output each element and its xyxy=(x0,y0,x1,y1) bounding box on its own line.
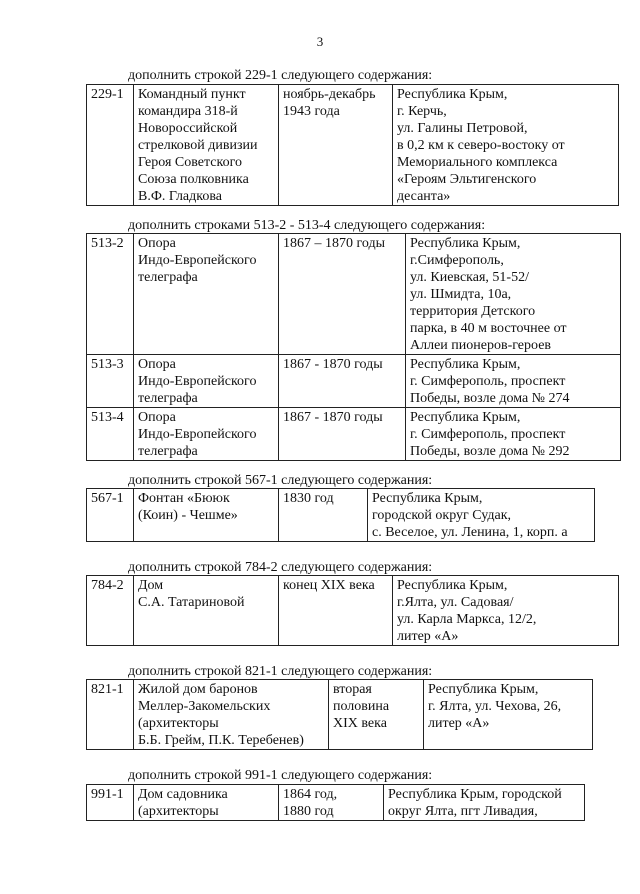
object-date: 1830 год xyxy=(279,489,368,542)
table-row xyxy=(87,234,621,355)
object-date: 1867 - 1870 годы xyxy=(279,355,406,408)
table-row xyxy=(87,85,619,206)
row-number: 821-1 xyxy=(87,680,134,750)
object-date: вторая половина XIX века xyxy=(329,680,424,750)
object-name: Жилой дом баронов Меллер-Закомельских (архитекторы Б.Б. Грейм, П.К. Теребенев) xyxy=(134,680,329,750)
object-address: Республика Крым, городской округ Ялта, пгт Ливадия, xyxy=(384,785,585,821)
object-name: Опора Индо-Европейского телеграфа xyxy=(134,234,279,355)
page-number: 3 xyxy=(316,34,324,49)
object-address: Республика Крым, г. Ялта, ул. Чехова, 26, литер «А» xyxy=(424,680,593,750)
row-number: 784-2 xyxy=(87,576,134,646)
object-name: Дом С.А. Татариновой xyxy=(134,576,279,646)
table-row xyxy=(87,355,621,408)
object-name: Опора Индо-Европейского телеграфа xyxy=(134,355,279,408)
object-address: Республика Крым, г. Керчь, ул. Галины Петровой, в 0,2 км к северо-востоку от Мемориального комплекса «Героям Эльтигенского десанта» xyxy=(393,85,619,206)
object-address: Республика Крым, г. Симферополь, проспект Победы, возле дома № 274 xyxy=(406,355,621,408)
table-row xyxy=(87,785,585,821)
monument-table xyxy=(86,233,621,461)
object-date: 1867 - 1870 годы xyxy=(279,408,406,461)
monument-table xyxy=(86,84,619,206)
row-number: 513-3 xyxy=(87,355,134,408)
table-row xyxy=(87,408,621,461)
monument-table xyxy=(86,488,595,542)
table-row xyxy=(87,680,593,750)
row-number: 991-1 xyxy=(87,785,134,821)
object-name: Фонтан «Бююк (Коин) - Чешме» xyxy=(134,489,279,542)
table-row xyxy=(87,576,619,646)
object-date: 1864 год, 1880 год xyxy=(279,785,384,821)
row-number: 229-1 xyxy=(87,85,134,206)
object-address: Республика Крым, г. Симферополь, проспект Победы, возле дома № 292 xyxy=(406,408,621,461)
object-address: Республика Крым, г.Ялта, ул. Садовая/ ул. Карла Маркса, 12/2, литер «А» xyxy=(393,576,619,646)
section-intro: дополнить строкой 229-1 следующего содержания: xyxy=(128,68,433,83)
object-date: 1867 – 1870 годы xyxy=(279,234,406,355)
monument-table xyxy=(86,784,585,821)
section-intro: дополнить строкой 567-1 следующего содержания: xyxy=(128,473,433,488)
section-intro: дополнить строкой 784-2 следующего содержания: xyxy=(128,560,433,575)
row-number: 513-2 xyxy=(87,234,134,355)
monument-table xyxy=(86,575,619,646)
object-address: Республика Крым, г.Симферополь, ул. Киевская, 51-52/ ул. Шмидта, 10а, территория Детского парка, в 40 м восточнее от Аллеи пионеров-героев xyxy=(406,234,621,355)
object-name: Дом садовника (архитекторы xyxy=(134,785,279,821)
table-row xyxy=(87,489,595,542)
object-name: Командный пункт командира 318-й Новороссийской стрелковой дивизии Героя Советского Союза полковника В.Ф. Гладкова xyxy=(134,85,279,206)
section-intro: дополнить строкой 991-1 следующего содержания: xyxy=(128,768,433,783)
monument-table xyxy=(86,679,593,750)
object-date: конец XIX века xyxy=(279,576,393,646)
row-number: 567-1 xyxy=(87,489,134,542)
section-intro: дополнить строкой 821-1 следующего содержания: xyxy=(128,664,433,679)
row-number: 513-4 xyxy=(87,408,134,461)
section-intro: дополнить строками 513-2 - 513-4 следующего содержания: xyxy=(128,218,486,233)
object-name: Опора Индо-Европейского телеграфа xyxy=(134,408,279,461)
object-date: ноябрь-декабрь 1943 года xyxy=(279,85,393,206)
object-address: Республика Крым, городской округ Судак, с. Веселое, ул. Ленина, 1, корп. а xyxy=(368,489,595,542)
